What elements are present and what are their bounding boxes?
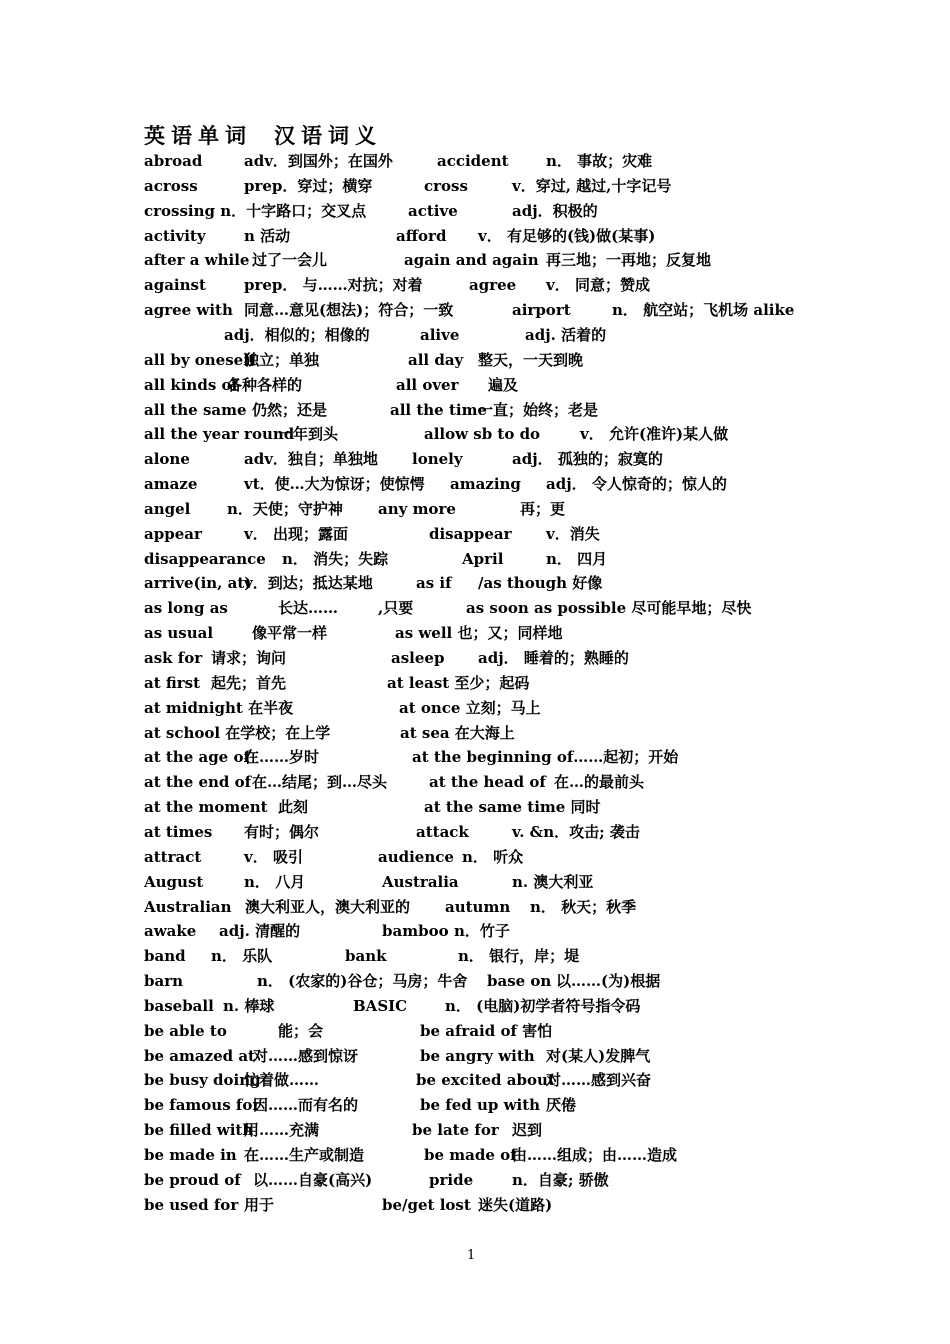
vocab-entry-text: 以……(为)根据 [556,972,661,991]
vocab-entry-text: disappearance [144,549,266,568]
vocab-entry-text: appear [144,524,202,543]
vocab-entry-text: active [408,201,458,220]
vocab-entry-text: angel [144,499,191,518]
page-number: 1 [467,1248,476,1263]
vocab-entry-text: all kinds of [144,375,238,394]
vocab-entry-text: at sea 在大海上 [400,723,515,742]
vocab-entry-text: barn [144,972,184,991]
vocab-entry-text: 在……岁时 [244,748,320,767]
vocab-entry-text: 对……感到惊讶 [253,1046,359,1065]
vocab-entry-text: after a while [144,251,250,270]
vocab-entry-text: baseball [144,996,214,1015]
vocab-entry-text: as usual [144,624,214,643]
vocab-entry-text: 整天，一天到晚 [478,350,584,369]
vocab-entry-text: bamboo [382,922,449,941]
vocab-entry-text: 澳大利亚人，澳大利亚的 [245,897,411,916]
vocab-entry-text: April [462,549,504,568]
vocab-entry-text: 起先；首先 [211,673,287,692]
vocab-entry-text: against [144,276,206,295]
vocab-entry-text: v．到达；抵达某地 [244,574,373,593]
vocab-entry-text: adj． 睡着的；熟睡的 [478,649,629,667]
vocab-entry-text: crossing n．十字路口；交叉点 [144,201,367,220]
vocab-entry-text: 此刻 [278,798,309,817]
vocab-entry-text: agree [469,276,517,295]
vocab-entry-text: abroad [144,152,203,170]
vocab-entry-text: as well 也；又；同样地 [395,624,563,643]
vocab-entry-text: airport [512,301,571,320]
vocab-entry-text: 对……感到兴奋 [546,1071,652,1090]
vocab-entry-text: alive [420,325,460,344]
vocab-entry-text: 有时；偶尔 [244,822,320,841]
vocab-entry-text: accident [437,152,509,170]
vocab-entry-text: attack [416,822,469,841]
vocab-entry-text: be/get lost [382,1195,471,1214]
vocab-entry-text: autumn [445,897,511,916]
vocab-entry-text: Australia [382,872,459,891]
vocab-entry-text: be filled with [144,1121,254,1140]
vocab-entry-text: 再；更 [520,499,566,518]
vocab-entry-text: all the same [144,400,247,419]
vocab-entry-text: all the year round [144,425,295,444]
vocab-entry-text: 一直；始终；老是 [478,400,599,419]
vocab-entry-text: alone [144,450,190,469]
vocab-entry-text: all day [408,350,464,369]
vocab-entry-text: asleep [391,649,445,667]
vocab-entry-text: all over [396,375,459,394]
vocab-entry-text: as soon as possible 尽可能早地；尽快 [466,599,752,618]
page-title [144,120,382,150]
vocab-entry-text: be angry with [420,1046,535,1065]
vocab-entry-text: 同意…意见(想法)；符合；一致 [244,301,454,320]
vocab-entry-text: n． 乐队 [211,947,273,966]
vocab-entry-text: at the end of [144,773,252,792]
vocab-entry-text: 各种各样的 [227,375,303,394]
vocab-entry-text: n. 澳大利亚 [512,872,594,891]
vocab-entry-text: be amazed at [144,1046,255,1065]
title-english: 英语单词 [144,123,252,148]
vocab-entry-text: adj． 孤独的；寂寞的 [512,450,663,469]
vocab-entry-text: adj． 令人惊奇的；惊人的 [546,475,727,494]
vocab-entry-text: 迟到 [512,1121,543,1140]
vocab-entry-text: be busy doing [144,1071,261,1090]
vocab-entry-text: be fed up with [420,1096,541,1115]
vocab-entry-text: be excited about [416,1071,555,1090]
vocab-entry-text: adj. 活着的 [525,325,607,344]
vocab-entry-text: 用于 [244,1195,275,1214]
vocab-entry-text: at the age of [144,748,250,767]
vocab-entry-text: prep． 与……对抗；对着 [244,276,423,295]
vocab-entry-text: allow sb to do [424,425,541,444]
vocab-entry-text: 过了一会儿 [252,251,328,270]
vocab-entry-text: arrive(in, at) [144,574,252,593]
vocab-entry-text: 厌倦 [546,1096,577,1115]
vocab-entry-text: BASIC [353,996,408,1015]
vocab-entry-text: 一年到头 [278,425,339,444]
vocab-entry-text: Australian [144,897,232,916]
vocab-entry-text: at school 在学校；在上学 [144,723,331,742]
vocab-entry-text: n．竹子 [454,922,510,941]
vocab-entry-text: as if [416,574,452,593]
vocab-entry-text: n． 八月 [244,872,306,891]
vocab-entry-text: 迷失(道路) [478,1195,553,1214]
vocab-entry-text: 请求；询问 [211,649,287,667]
vocab-entry-text: 在…结尾；到…尽头 [252,773,388,792]
vocab-entry-text: v．消失 [546,524,600,543]
vocab-entry-text: ask for [144,649,203,667]
vocab-entry-text: v． 出现；露面 [244,524,348,543]
vocab-entry-text: adv．到国外；在国外 [244,152,393,170]
vocab-entry-text: lonely [412,450,463,469]
vocab-entry-text: adv．独自；单独地 [244,450,378,469]
vocab-entry-text: n． 事故；灾难 [546,152,653,170]
vocab-entry-text: 以……自豪(高兴) [253,1170,373,1189]
vocab-entry-text: be late for [412,1121,499,1140]
vocab-entry-text: 对(某人)发脾气 [546,1046,651,1065]
vocab-entry-text: adj．相似的；相像的 [224,325,370,344]
vocab-entry-text: n． 消失；失踪 [282,549,389,568]
vocab-entry-text: all the time [390,400,487,419]
vocab-entry-text: n．天使；守护神 [227,499,343,518]
vocab-entry-text: n． (农家的)谷仓；马房；牛舍 [257,972,468,991]
vocab-entry-text: n． (电脑)初学者符号指令码 [445,996,641,1015]
vocab-entry-text: 在……生产或制造 [244,1146,365,1164]
vocab-entry-text: as long as [144,599,228,618]
vocab-entry-text: August [144,872,204,891]
vocab-entry-text: be famous for [144,1096,261,1115]
vocab-entry-text: pride [429,1170,474,1189]
vocab-entry-text: v．穿过, 越过,十字记号 [512,176,672,195]
vocab-entry-text: v． 吸引 [244,847,303,866]
vocab-entry-text: attract [144,847,202,866]
vocab-entry-text: afford [396,226,447,245]
vocab-entry-text: at the same time 同时 [424,798,601,817]
vocab-entry-text: audience [378,847,454,866]
vocab-entry-text: be used for [144,1195,239,1214]
vocab-entry-text: amazing [450,475,521,494]
vocab-entry-text: n． 秋天；秋季 [530,897,637,916]
vocab-entry-text: any more [378,499,456,518]
vocab-entry-text: 能；会 [278,1021,324,1040]
vocab-entry-text: 在…的最前头 [554,773,645,792]
vocab-entry-text: be made in [144,1146,237,1164]
vocab-entry-text: 由……组成；由……造成 [512,1146,678,1164]
vocab-entry-text: 忙着做…… [244,1071,320,1090]
vocab-entry-text: 仍然；还是 [252,400,328,419]
vocab-entry-text: agree with [144,301,233,320]
vocab-entry-text: adj. 清醒的 [219,922,301,941]
vocab-entry-text: at first [144,673,201,692]
vocab-entry-text: n． 银行，岸；堤 [458,947,580,966]
vocab-entry-text: be afraid of 害怕 [420,1021,553,1040]
vocab-entry-text: 独立；单独 [244,350,320,369]
vocab-entry-text: band [144,947,186,966]
vocab-entry-text: 像平常一样 [252,624,328,643]
vocab-entry-text: 用……充满 [244,1121,320,1140]
vocab-entry-text: 长达…… [278,599,339,618]
vocab-entry-text: at least 至少；起码 [387,673,530,692]
vocab-entry-text: adj．积极的 [512,201,598,220]
vocab-entry-text: 因……而有名的 [253,1096,359,1115]
vocab-entry-text: be able to [144,1021,227,1040]
vocab-entry-text: activity [144,226,206,245]
vocab-entry-text: ,只要 [378,599,414,618]
vocab-entry-text: be made of [424,1146,517,1164]
vocab-entry-text: base on [487,972,552,991]
vocab-entry-text: at the head of [429,773,546,792]
vocab-entry-text: at times [144,822,213,841]
vocab-entry-text: at once 立刻；马上 [399,698,541,717]
vocab-entry-text: across [144,176,198,195]
vocab-entry-text: 再三地；一再地；反复地 [546,251,712,270]
vocab-entry-text: cross [424,176,468,195]
vocab-entry-text: n. 棒球 [223,996,275,1015]
vocab-entry-text: awake [144,922,197,941]
vocab-entry-text: 遍及 [488,375,519,394]
vocab-entry-text: v． 有足够的(钱)做(某事) [478,226,656,245]
vocab-entry-text: again and again [404,251,539,270]
vocab-entry-text: n． 四月 [546,549,608,568]
vocab-entry-text: v. &n．攻击; 袭击 [512,822,640,841]
vocab-entry-text: prep．穿过；横穿 [244,176,373,195]
title-chinese: 汉语词义 [274,123,382,148]
vocab-entry-text: amaze [144,475,198,494]
vocab-entry-text: vt．使…大为惊讶；使惊愕 [244,475,425,494]
vocab-entry-text: at the beginning of……起初；开始 [412,748,679,767]
vocab-entry-text: n． 航空站；飞机场 alike [612,301,795,320]
vocab-entry-text: /as though 好像 [478,574,603,593]
vocab-entry-text: at midnight 在半夜 [144,698,294,717]
vocab-entry-text: n．自豪; 骄傲 [512,1170,609,1189]
vocab-entry-text: bank [345,947,387,966]
vocab-entry-text: disappear [429,524,512,543]
vocab-entry-text: v． 允许(准许)某人做 [580,425,729,444]
vocab-entry-text: v． 同意；赞成 [546,276,650,295]
vocab-entry-text: n． 听众 [462,847,524,866]
vocab-entry-text: at the moment [144,798,268,817]
vocab-entry-text: n 活动 [244,226,291,245]
vocab-entry-text: be proud of [144,1170,241,1189]
vocab-entry-text: all by oneself [144,350,256,369]
